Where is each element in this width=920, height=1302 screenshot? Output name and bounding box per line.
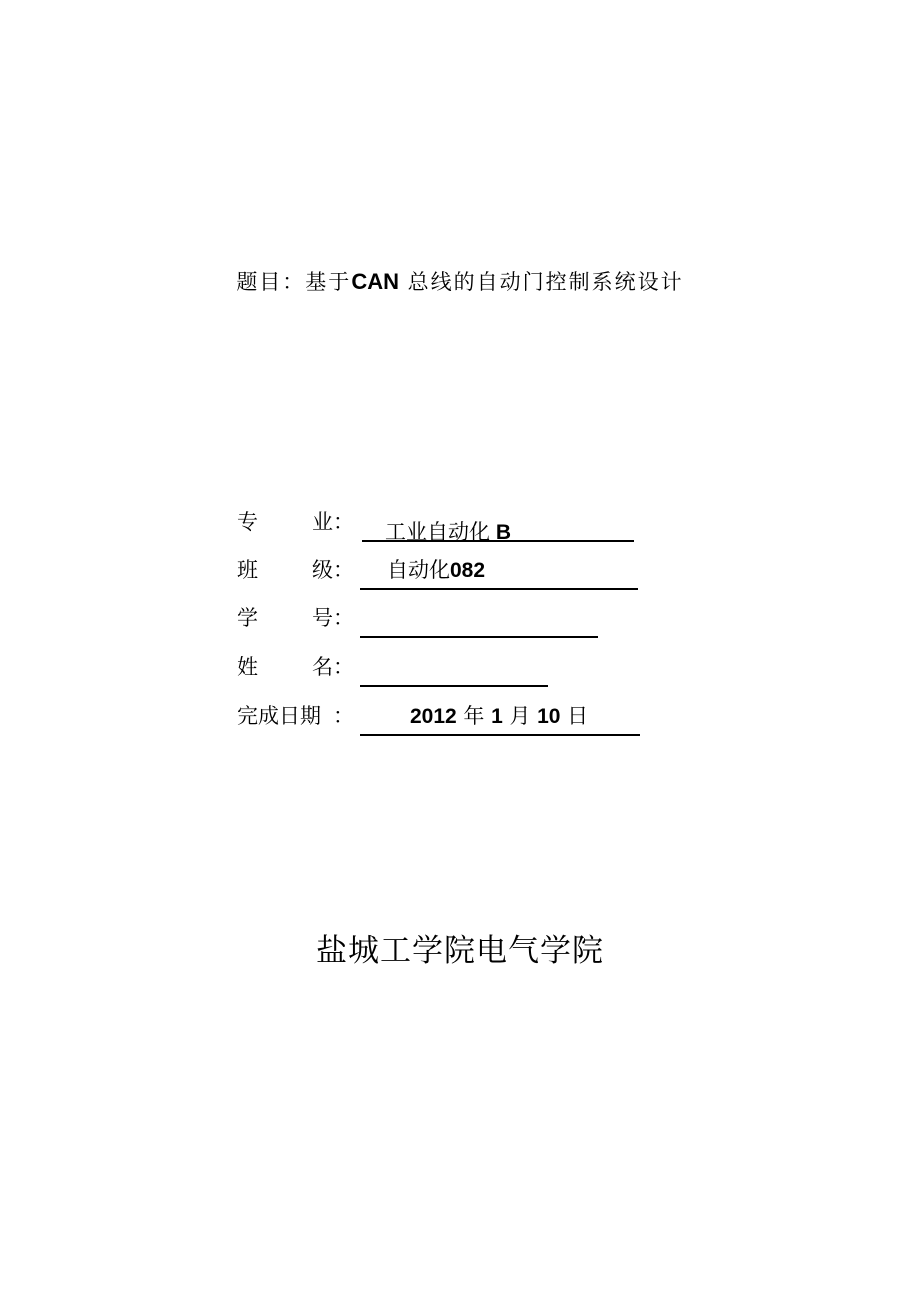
date-day-unit: 日 xyxy=(560,704,589,728)
date-colon: ： xyxy=(333,704,354,728)
date-label: 完成日期 xyxy=(237,704,321,728)
student-id-underline xyxy=(360,636,598,638)
class-label-char-1: 班 xyxy=(237,558,258,582)
major-value-latin: B xyxy=(490,521,511,544)
date-year-unit: 年 xyxy=(456,704,492,728)
student-id-colon: ： xyxy=(333,606,354,630)
date-month-unit: 月 xyxy=(502,704,538,728)
date-underline xyxy=(360,734,640,736)
class-value xyxy=(387,560,485,581)
major-value-cn: 工业自动化 xyxy=(385,520,490,544)
name-underline xyxy=(360,685,548,687)
major-colon: ： xyxy=(333,510,354,534)
name-label-char-2: 名 xyxy=(312,655,333,679)
date-value xyxy=(410,706,588,727)
class-underline xyxy=(360,588,638,590)
student-id-label-char-2: 号 xyxy=(312,606,333,630)
date-day: 10 xyxy=(537,705,561,728)
major-label-char-2: 业 xyxy=(312,510,333,534)
school-name: 盐城工学院电气学院 xyxy=(316,933,604,969)
title-suffix: 总线的自动门控制系统设计 xyxy=(398,270,684,294)
class-colon: ： xyxy=(333,558,354,582)
class-value-latin: 082 xyxy=(450,559,486,582)
title-latin: CAN xyxy=(351,269,399,294)
class-value-cn: 自动化 xyxy=(387,558,450,582)
major-value xyxy=(385,522,511,543)
major-label-char-1: 专 xyxy=(237,510,258,534)
name-colon: ： xyxy=(333,655,354,679)
thesis-title xyxy=(0,266,920,296)
name-label-char-1: 姓 xyxy=(237,655,258,679)
date-month: 1 xyxy=(491,705,503,728)
class-label-char-2: 级 xyxy=(312,558,333,582)
student-id-label-char-1: 学 xyxy=(237,606,258,630)
date-year: 2012 xyxy=(410,705,457,728)
title-prefix: 题目：基于 xyxy=(236,270,352,294)
